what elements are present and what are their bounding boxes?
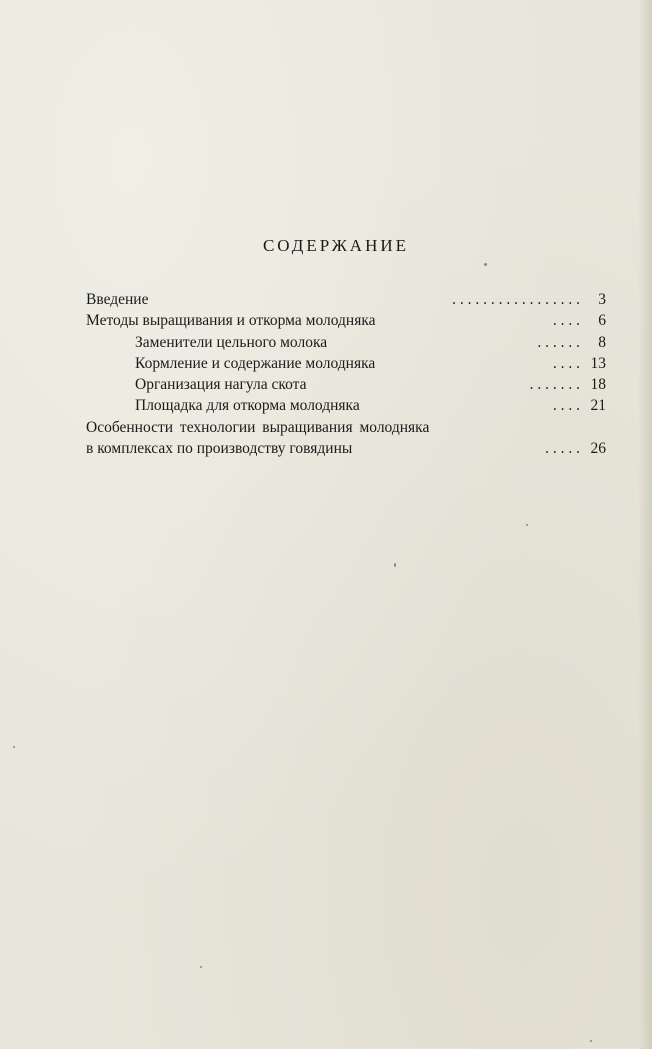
toc-page-number: 18 [590,376,606,394]
toc-page-number: 26 [590,440,606,458]
toc-subentry [86,374,606,395]
toc-entry [86,417,606,438]
paper-speck [590,1040,592,1042]
toc-subentry [86,395,606,416]
toc-subentry [86,353,606,374]
toc-entry [86,310,606,331]
dot-leader: . . . . . . . [529,376,580,394]
paper-speck [526,524,528,526]
dot-leader: . . . . [552,312,580,330]
toc-entry-title: Особенности технологии выращивания молодняка [86,418,430,436]
toc-entry-title: Площадка для откорма молодняка [135,397,360,415]
paper-speck [484,263,487,266]
toc-entry-continuation [86,438,606,459]
toc-page-number: 6 [598,312,606,330]
toc-page-number: 13 [590,354,606,372]
toc-page-number: 21 [590,397,606,415]
dot-leader: . . . . [552,397,580,415]
dot-leader: . . . . [552,354,580,372]
contents-heading: СОДЕРЖАНИЕ [262,236,410,255]
toc-entry-title: в комплексах по производству говядины [86,440,353,458]
paper-speck [394,563,396,567]
toc-entry-leader-group [452,289,606,310]
toc-entry-leader-group [545,438,606,459]
page-edge [638,0,652,1049]
toc-page-number: 3 [598,291,606,308]
toc-entry-title: Введение [86,291,149,308]
toc-entry-leader-group [553,310,606,331]
toc-entry-leader-group [530,374,606,395]
toc-entry [86,289,606,310]
toc-entry-title: Методы выращивания и откорма молодняка [86,312,376,330]
paper-speck [13,746,15,748]
toc-entry-title: Организация нагула скота [135,376,307,394]
paper-speck [200,966,202,968]
dot-leader: . . . . . [545,440,580,458]
dot-leader: . . . . . . [537,333,580,351]
toc-entry-title: Кормление и содержание молодняка [135,354,376,372]
toc-entry-leader-group [537,332,606,353]
toc-subentry [86,332,606,353]
table-of-contents [86,289,606,459]
toc-page-number: 8 [598,333,606,351]
dot-leader: . . . . . . . . . . . . . . . . . [452,291,580,308]
toc-entry-leader-group [553,353,606,374]
toc-entry-title: Заменители цельного молока [135,333,328,351]
toc-entry-leader-group [553,395,606,416]
